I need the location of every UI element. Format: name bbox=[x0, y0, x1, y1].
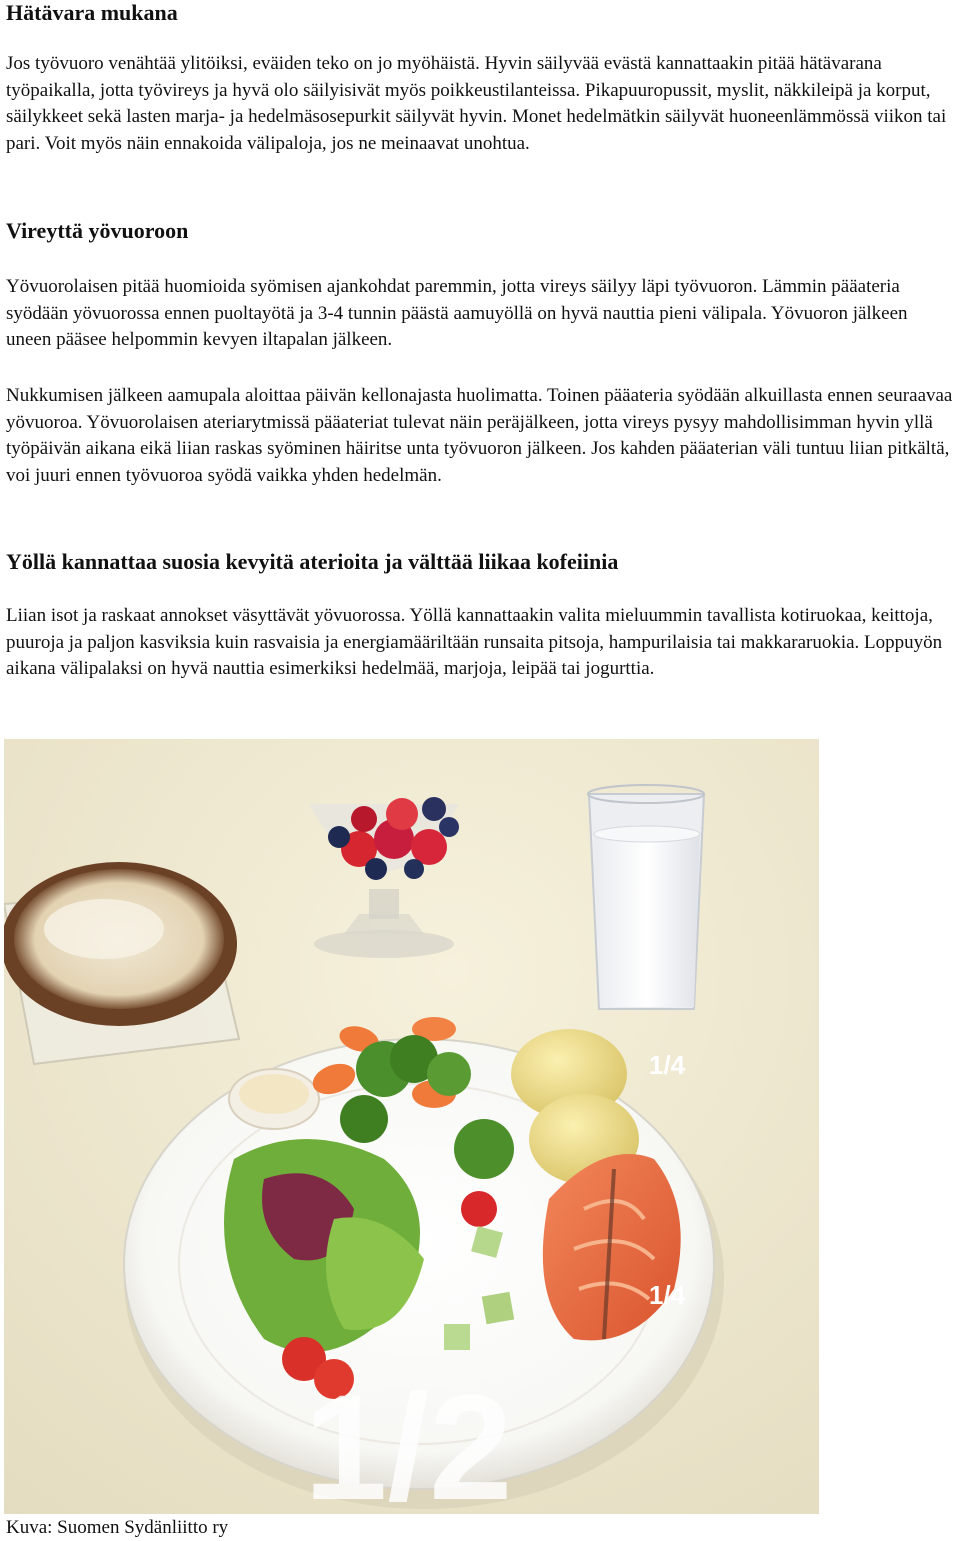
heading-hatavara: Hätävara mukana bbox=[6, 0, 178, 25]
heading-kevyita: Yöllä kannattaa suosia kevyitä aterioita ja välttää liikaa kofeiinia bbox=[6, 549, 619, 574]
paragraph-vireytta-2: Nukkumisen jälkeen aamupala aloittaa päivän kellonajasta huolimatta. Toinen pääateria syödään alkuillasta ennen seuraavaa yövuoroa. Yövuorolaisen ateriarytmissä pääateriat tulevat näin peräjälkeen, jotta vireys pysyy mahdollisimman hyvin yllä työpäivän aikana eikä liian raskas syöminen häiritse unta työvuoron jälkeen. Jos kahden pääaterian väli tuntuu liian pitkältä, voi juuri ennen työvuoroa syödä vaikka yhden hedelmän. bbox=[6, 385, 953, 486]
photo-caption: Kuva: Suomen Sydänliitto ry bbox=[6, 1517, 229, 1538]
paragraph-hatavara: Jos työvuoro venähtää ylitöiksi, eväiden teko on jo myöhäistä. Hyvin säilyvää evästä kannattaakin pitää hätävarana työpaikalla, jotta työvireys ja hyvä olo säilyisivät myös poikkeustilanteissa. Pikapuuropussit, myslit, näkkileipä ja korput, säilykkeet sekä lasten marja- ja hedelmäsosepurkit säilyvät hyvin. Monet hedelmätkin säilyvät huoneenlämmössä viikon tai pari. Voit myös näin ennakoida välipaloja, jos ne meinaavat unohtua. bbox=[6, 53, 947, 154]
plate-model-photo bbox=[4, 739, 819, 1514]
label-half: 1/2 bbox=[304, 1363, 513, 1514]
heading-vireytta: Vireyttä yövuoroon bbox=[6, 218, 189, 243]
label-quarter-bottom: 1/4 bbox=[649, 1280, 686, 1310]
label-quarter-top: 1/4 bbox=[649, 1050, 686, 1080]
bread-on-glass-plate bbox=[4, 862, 239, 1064]
paragraph-kevyita: Liian isot ja raskaat annokset väsyttävät yövuorossa. Yöllä kannattaakin valita mieluummin tavallista kotiruokaa, keittoja, puuroja ja paljon kasviksia kuin rasvaisia ja energiamääriltään runsaita pitsoja, hampurilaisia tai makkararuokia. Loppuyön aikana välipalaksi on hyvä nauttia esimerkiksi hedelmää, marjoja, leipää tai jogurttia. bbox=[6, 605, 943, 679]
paragraph-vireytta-1: Yövuorolaisen pitää huomioida syömisen ajankohdat paremmin, jotta vireys säilyy läpi työvuoron. Lämmin pääateria syödään yövuorossa ennen puoltayötä ja 3-4 tunnin päästä aamuyöllä on hyvä nauttia pieni välipala. Yövuoron jälkeen uneen pääsee helpommin kevyen iltapalan jälkeen. bbox=[6, 276, 908, 350]
milk-glass bbox=[588, 785, 704, 1009]
